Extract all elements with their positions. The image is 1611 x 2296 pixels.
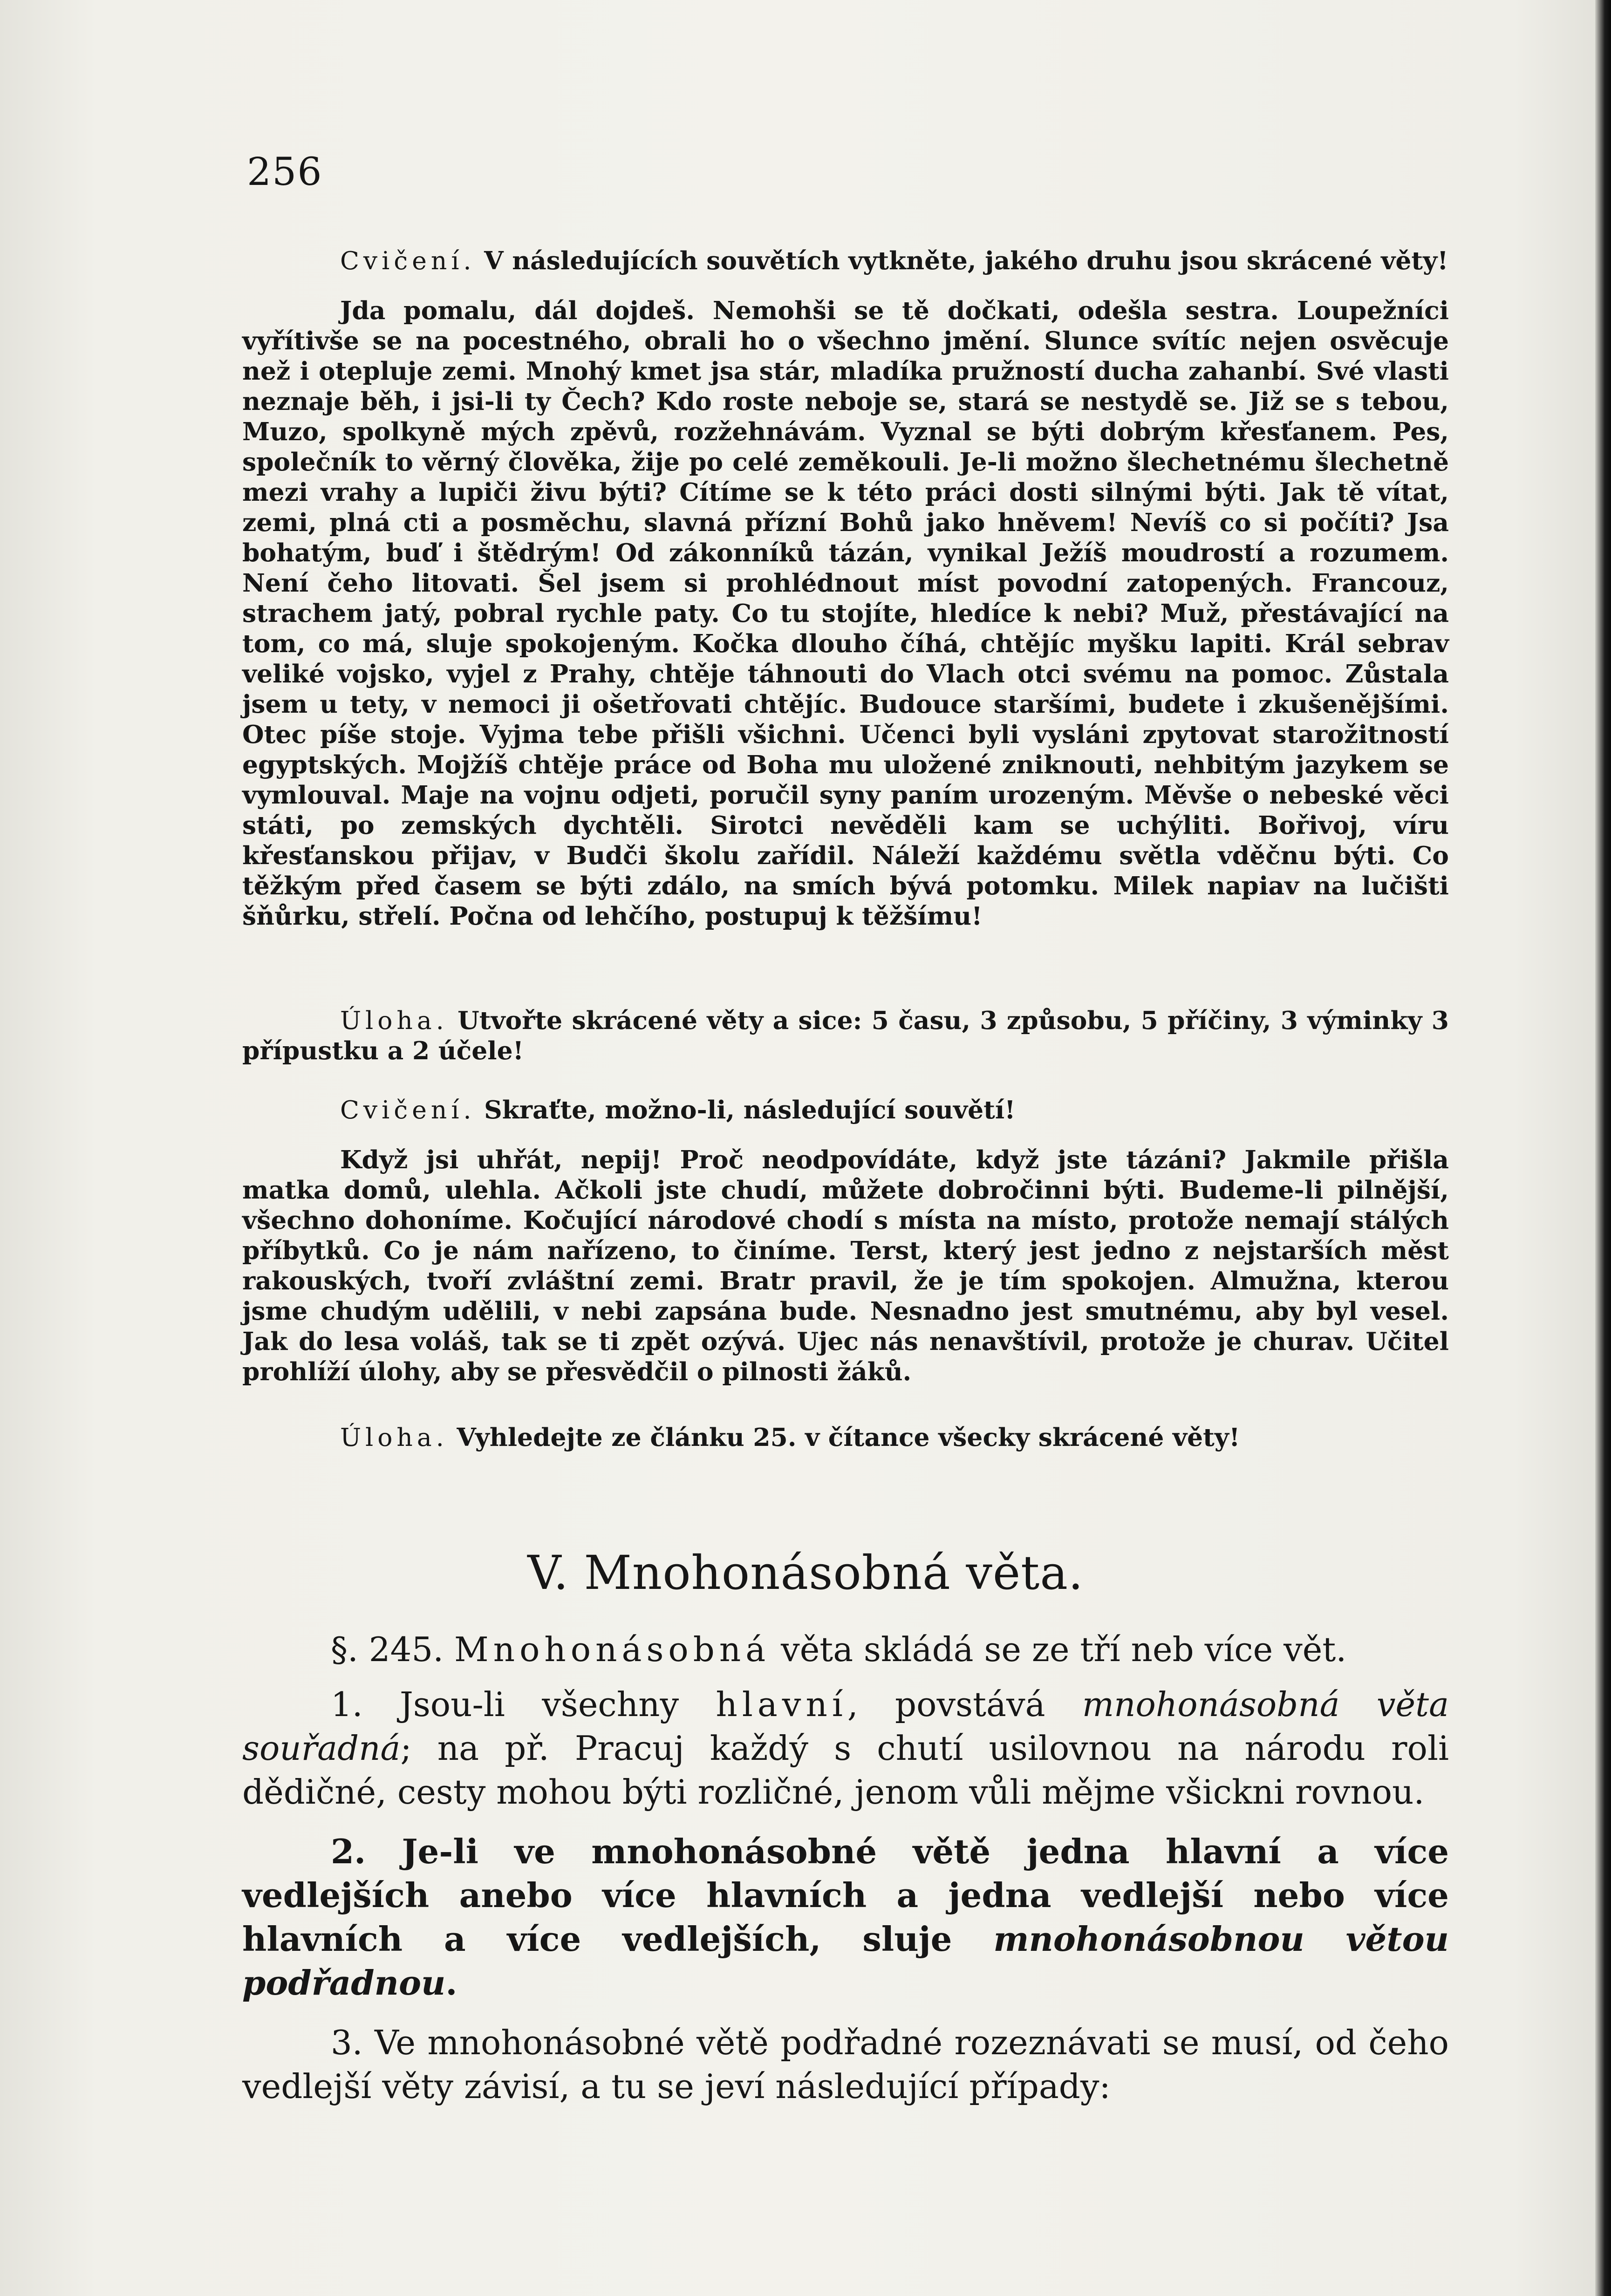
exercise-2-instruction: Skraťte, možno-li, následující souvětí! [475,1095,1016,1124]
section-body [242,1628,1449,2108]
exercise-1 [242,245,1449,931]
exercise-1-label: Cvičení. [340,246,476,275]
point-2-lead: 2. Je-li ve mnohonásobné větě jedna hlavní a více vedlejších anebo více hlavních a jedna vedlejší nebo více hlavních a více vedlejších, sluje [242,1832,1449,1959]
paragraph-245-rest: věta skládá se ze tří neb více vět. [770,1630,1347,1669]
point-2-italic: mnohonásobnou větou podřadnou [242,1919,1449,2003]
page-edge-shadow [1595,0,1611,2296]
point-2-rest: . [445,1963,457,2003]
point-2 [242,1830,1449,2005]
exercise-1-text: Jda pomalu, dál dojdeš. Nemohši se tě dočkati, odešla sestra. Loupežníci vyřítivše se na pocestného, obrali ho o všechno jmění. Slunce svítíc nejen osvěcuje než i otepluje zemi. Mnohý kmet jsa stár, mladíka pružností ducha zahanbí. Své vlasti neznaje běh, i jsi-li ty Čech? Kdo roste neboje se, stará se nestydě se. Již se s tebou, Muzo, spolkyně mých zpěvů, rozžehnávám. Vyznal se býti dobrým křesťanem. Pes, společník to věrný člověka, žije po celé zeměkouli. Je-li možno šlechetnému šlechetně mezi vrahy a lupiči živu býti? Cítíme se k této práci dosti silnými býti. Jak tě vítat, zemi, plná cti a posměchu, slavná přízní Bohů jako hněvem! Nevíš co si počíti? Jsa bohatým, buď i štědrým! Od zákonníků tázán, vynikal Ježíš moudrostí a rozumem. Není čeho litovati. Šel jsem si prohlédnout míst povodní zatopených. Francouz, strachem jatý, pobral rychle paty. Co tu stojíte, hledíce k nebi? Muž, přestávající na tom, co má, sluje spokojeným. Kočka dlouho číhá, chtějíc myšku lapiti. Král sebrav veliké vojsko, vyjel z Prahy, chtěje táhnouti do Vlach otci svému na pomoc. Zůstala jsem u tety, v nemoci ji ošetřovati chtějíc. Budouce staršími, budete i zkušenějšími. Otec píše stoje. Vyjma tebe přišli všichni. Učenci byli vysláni zpytovat starožitností egyptských. Mojžíš chtěje práce od Boha mu uložené zniknouti, nehbitým jazykem se vymlouval. Maje na vojnu odjeti, poručil syny paním urozeným. Měvše o nebeské věci státi, po zemských dychtěli. Sirotci nevěděli kam se uchýliti. Bořivoj, víru křesťanskou přijav, v Budči školu zařídil. Náleží každému světla vděčnu býti. Co těžkým před časem se býti zdálo, na smích bývá potomku. Milek napiav na lučišti šňůrku, střelí. Počna od lehčího, postupuj k těžšímu! [242,296,1449,931]
paragraph-245 [242,1628,1449,1671]
exercise-2-label: Cvičení. [340,1095,476,1124]
page-number: 256 [247,150,323,194]
exercise-2 [242,1095,1449,1387]
task-1 [242,1005,1449,1066]
exercise-1-instruction: V následujících souvětích vytkněte, jakého druhu jsou skrácené věty! [475,246,1448,275]
task-2 [242,1422,1449,1452]
point-3: 3. Ve mnohonásobné větě podřadné rozeznávati se musí, od čeho vedlejší věty závisí, a tu se jeví následující případy: [242,2023,1449,2106]
point-1-mid: , povstává [847,1685,1082,1724]
task-2-label: Úloha. [340,1423,448,1452]
task-1-label: Úloha. [340,1006,448,1035]
exercise-1-header [242,245,1449,276]
point-1-spaced: hlavní [716,1685,847,1724]
section-heading: V. Mnohonásobná věta. [527,1546,1084,1600]
point-1-lead: 1. Jsou-li všechny [331,1685,716,1724]
task-1-text: Utvořte skrácené věty a sice: 5 času, 3 způsobu, 5 příčiny, 3 výminky 3 přípustku a 2 účele! [242,1006,1449,1065]
paragraph-245-number: §. 245. [331,1630,444,1669]
paragraph-245-term: Mnohonásobná [454,1630,771,1669]
task-2-text: Vyhledejte ze článku 25. v čítance všecky skrácené věty! [448,1423,1240,1452]
exercise-2-text: Když jsi uhřát, nepij! Proč neodpovídáte, když jste tázáni? Jakmile přišla matka domů, ulehla. Ačkoli jste chudí, můžete dobročinni býti. Budeme-li pilnější, všechno dohoníme. Kočující národové chodí s místa na místo, protože nemají stálých příbytků. Co je nám nařízeno, to činíme. Terst, který jest jedno z nejstarších měst rakouských, tvoří zvláštní zemi. Bratr pravil, že je tím spokojen. Almužna, kterou jsme chudým udělili, v nebi zapsána bude. Nesnadno jest smutnému, aby byl vesel. Jak do lesa voláš, tak se ti zpět ozývá. Ujec nás nenavštívil, protože je churav. Učitel prohlíží úlohy, aby se přesvědčil o pilnosti žáků. [242,1145,1449,1386]
point-1-rest: ; na př. Pracuj každý s chutí usilovnou na národu roli dědičné, cesty mohou býti rozličné, jenom vůli mějme všickni rovnou. [242,1729,1449,1812]
point-1 [242,1683,1449,1814]
point-1-italic: mnohonásobná věta souřadná [242,1685,1449,1768]
